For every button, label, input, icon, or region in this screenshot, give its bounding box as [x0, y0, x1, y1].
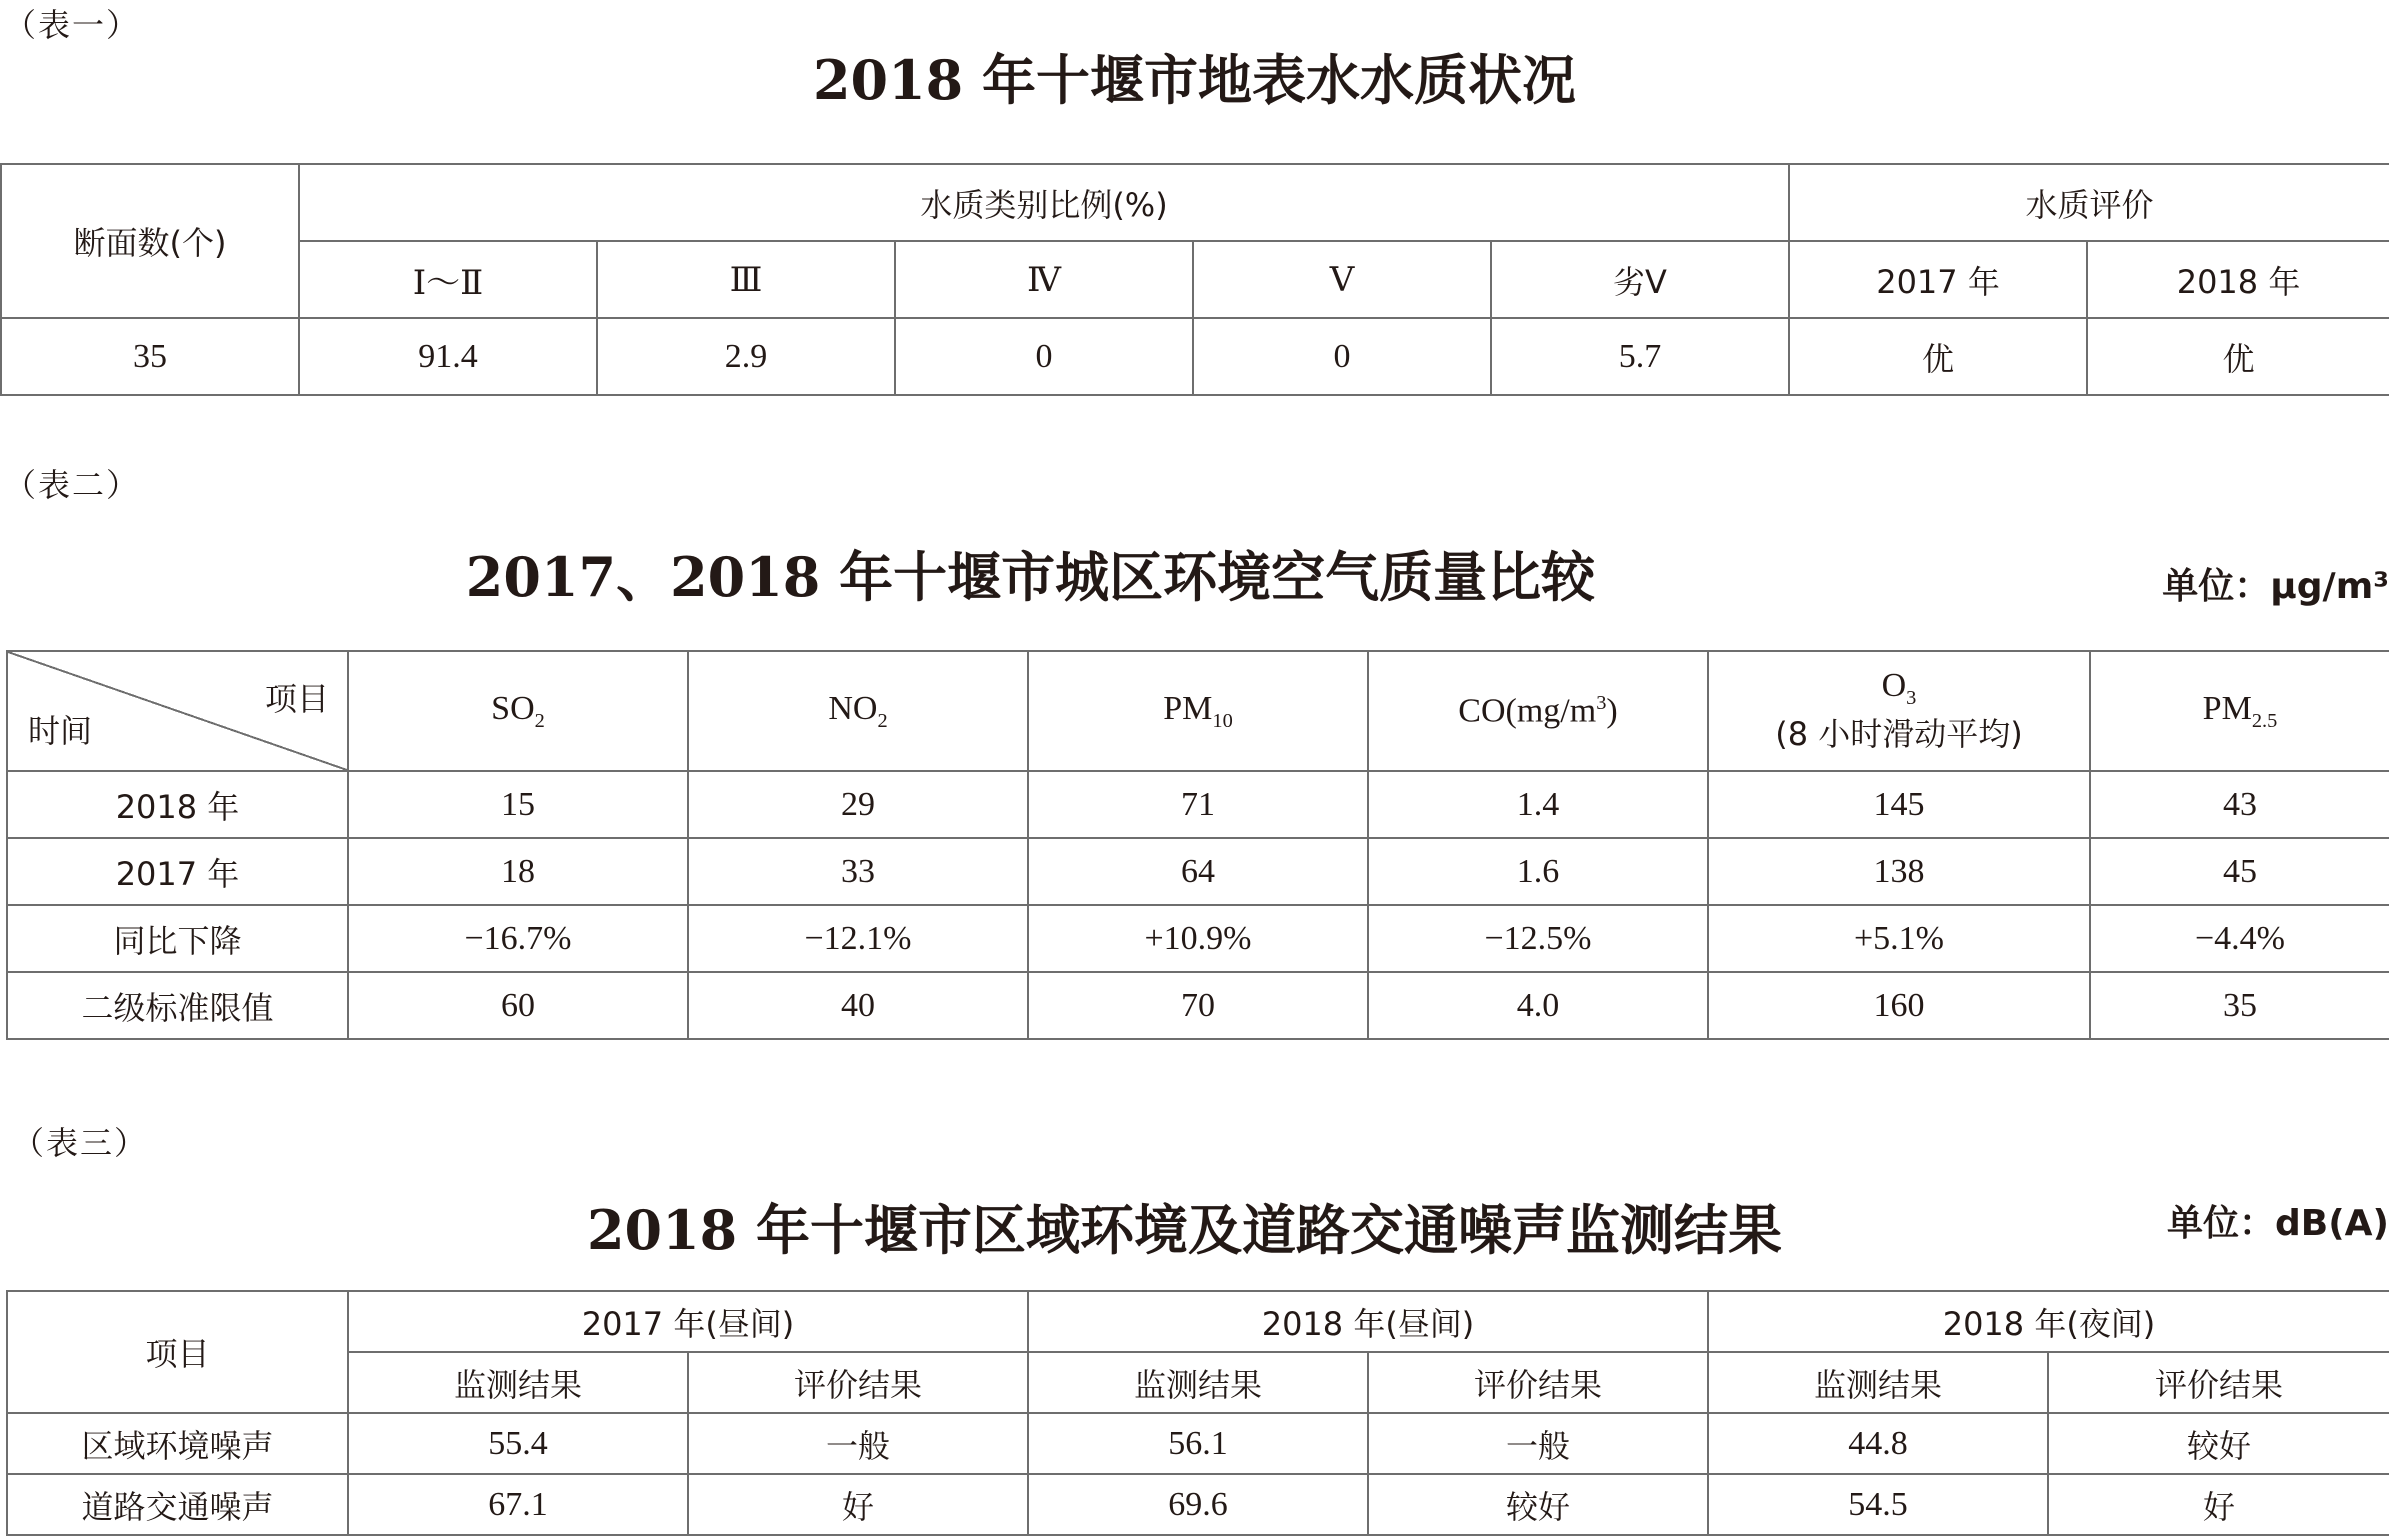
- cell: 67.1: [348, 1474, 688, 1535]
- header-monitor: 监测结果: [348, 1352, 688, 1413]
- col-o3-note: (8 小时滑动平均): [1775, 715, 2023, 754]
- cell-eval-2017: 优: [1789, 318, 2087, 395]
- cell: 29: [688, 771, 1028, 838]
- row-label: 2017 年: [7, 838, 348, 905]
- cell: 1.6: [1368, 838, 1708, 905]
- table-row: [7, 1413, 2389, 1474]
- noise-table: [6, 1290, 2389, 1536]
- table1-label: （表一）: [4, 6, 141, 44]
- cell: 69.6: [1028, 1474, 1368, 1535]
- table-row: [7, 838, 2389, 905]
- row-label: 同比下降: [7, 905, 348, 972]
- cell: 56.1: [1028, 1413, 1368, 1474]
- cell: 较好: [1368, 1474, 1708, 1535]
- row-label: 2018 年: [7, 771, 348, 838]
- cell: 138: [1708, 838, 2090, 905]
- header-item: 项目: [7, 1291, 348, 1413]
- cell: 33: [688, 838, 1028, 905]
- header-monitor: 监测结果: [1708, 1352, 2048, 1413]
- cell: 18: [348, 838, 688, 905]
- cell: +5.1%: [1708, 905, 2090, 972]
- air-quality-table: [6, 650, 2389, 1040]
- header-monitor: 监测结果: [1028, 1352, 1368, 1413]
- cell: −12.5%: [1368, 905, 1708, 972]
- table3-label: （表三）: [12, 1124, 149, 1162]
- cell: 一般: [688, 1413, 1028, 1474]
- corner-time-label: 时间: [28, 712, 93, 750]
- cell-eval-2018: 优: [2087, 318, 2389, 395]
- cell: 145: [1708, 771, 2090, 838]
- header-2018-day: 2018 年(昼间): [1028, 1291, 1708, 1352]
- header-ratio-group: 水质类别比例(%): [299, 164, 1789, 241]
- header-cat2: Ⅲ: [597, 241, 895, 318]
- header-cat3: Ⅳ: [895, 241, 1193, 318]
- header-2018-night: 2018 年(夜间): [1708, 1291, 2389, 1352]
- col-pm10: $PM_{10}$: [1028, 651, 1368, 771]
- cell: 43: [2090, 771, 2389, 838]
- row-label: 二级标准限值: [7, 972, 348, 1039]
- cell: +10.9%: [1028, 905, 1368, 972]
- header-evaluate: 评价结果: [1368, 1352, 1708, 1413]
- cell: 70: [1028, 972, 1368, 1039]
- corner-cell: [7, 651, 348, 771]
- cell: 较好: [2048, 1413, 2389, 1474]
- cell: 64: [1028, 838, 1368, 905]
- row-label: 区域环境噪声: [7, 1413, 348, 1474]
- col-so2: $SO_2$: [348, 651, 688, 771]
- cell: 44.8: [1708, 1413, 2048, 1474]
- water-quality-table: [0, 163, 2389, 396]
- cell-cat1: 91.4: [299, 318, 597, 395]
- cell-cat4: 0: [1193, 318, 1491, 395]
- cell: 35: [2090, 972, 2389, 1039]
- table2-label: （表二）: [4, 466, 141, 504]
- table3-unit: 单位：dB(A): [2167, 1203, 2389, 1244]
- header-year-2017: 2017 年: [1789, 241, 2087, 318]
- cell: 40: [688, 972, 1028, 1039]
- header-year-2018: 2018 年: [2087, 241, 2389, 318]
- header-cat5: 劣Ⅴ: [1491, 241, 1789, 318]
- header-2017-day: 2017 年(昼间): [348, 1291, 1028, 1352]
- table2-unit: 单位：μg/m³: [2162, 566, 2389, 607]
- cell: 一般: [1368, 1413, 1708, 1474]
- table-row: [7, 972, 2389, 1039]
- cell: −12.1%: [688, 905, 1028, 972]
- table-row: [7, 771, 2389, 838]
- row-label: 道路交通噪声: [7, 1474, 348, 1535]
- cell: 71: [1028, 771, 1368, 838]
- cell: 好: [688, 1474, 1028, 1535]
- header-eval-group: 水质评价: [1789, 164, 2389, 241]
- cell: 15: [348, 771, 688, 838]
- col-co: $CO(mg/m^3)$: [1368, 651, 1708, 771]
- cell: 45: [2090, 838, 2389, 905]
- cell: 好: [2048, 1474, 2389, 1535]
- cell: 54.5: [1708, 1474, 2048, 1535]
- cell: 60: [348, 972, 688, 1039]
- cell: −16.7%: [348, 905, 688, 972]
- cell-cat5: 5.7: [1491, 318, 1789, 395]
- cell: 160: [1708, 972, 2090, 1039]
- cell: −4.4%: [2090, 905, 2389, 972]
- header-cat4: Ⅴ: [1193, 241, 1491, 318]
- cell-cat3: 0: [895, 318, 1193, 395]
- col-pm25: $PM_{2.5}$: [2090, 651, 2389, 771]
- cell-cat2: 2.9: [597, 318, 895, 395]
- col-o3: $O_3$ (8 小时滑动平均): [1708, 651, 2090, 771]
- cell-sections: 35: [1, 318, 299, 395]
- corner-item-label: 项目: [264, 680, 329, 718]
- table1-title: 2018 年十堰市地表水水质状况: [812, 48, 1577, 112]
- table2-title: 2017、2018 年十堰市城区环境空气质量比较: [465, 545, 1596, 609]
- header-sections: 断面数(个): [1, 164, 299, 318]
- cell: 4.0: [1368, 972, 1708, 1039]
- header-evaluate: 评价结果: [688, 1352, 1028, 1413]
- header-cat1: Ⅰ～Ⅱ: [299, 241, 597, 318]
- table3-title: 2018 年十堰市区域环境及道路交通噪声监测结果: [586, 1198, 1783, 1262]
- cell: 1.4: [1368, 771, 1708, 838]
- table-row: [7, 905, 2389, 972]
- header-evaluate: 评价结果: [2048, 1352, 2389, 1413]
- col-no2: $NO_2$: [688, 651, 1028, 771]
- cell: 55.4: [348, 1413, 688, 1474]
- table-row: [7, 1474, 2389, 1535]
